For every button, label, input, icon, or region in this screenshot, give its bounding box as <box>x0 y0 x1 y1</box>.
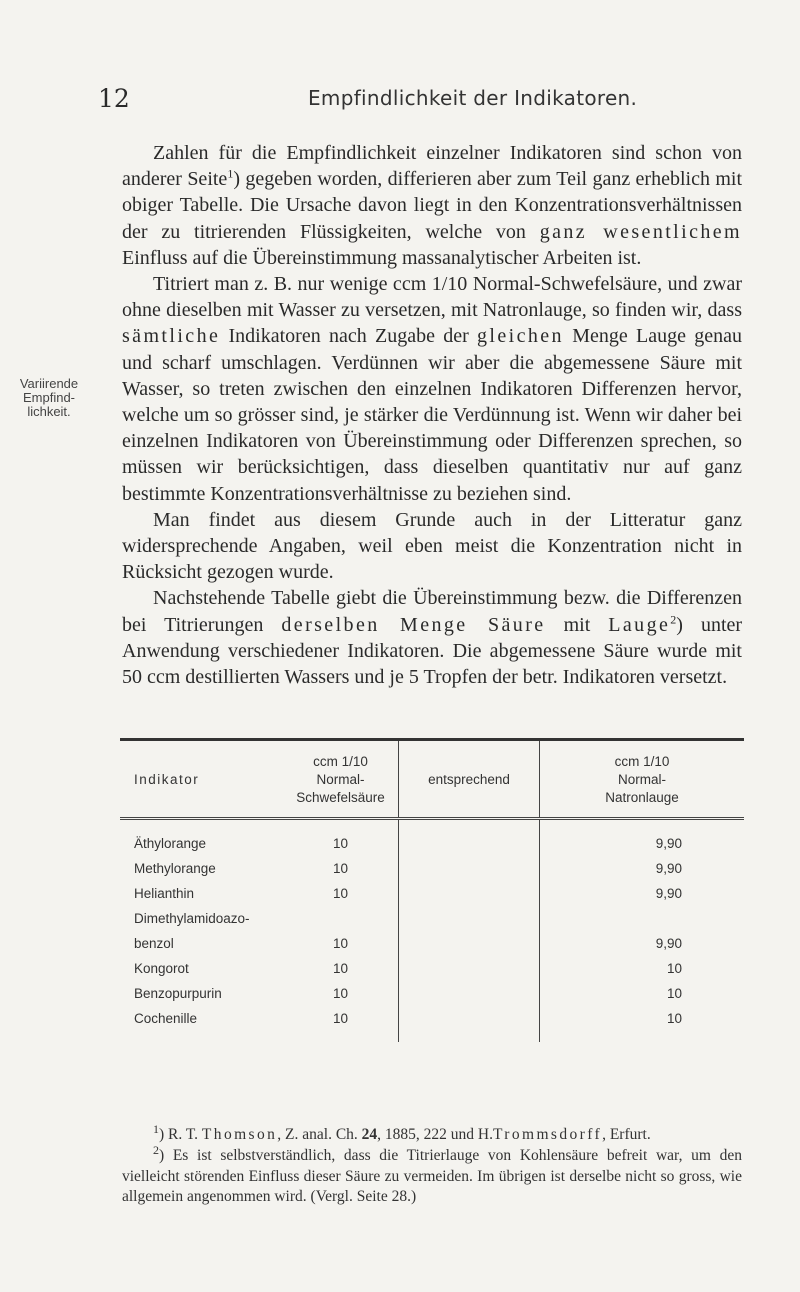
marginal-note-line: Empfind- <box>22 390 76 405</box>
table-row: Cochenille 10 10 <box>120 1006 744 1042</box>
table-row: Helianthin 10 9,90 <box>120 881 744 906</box>
running-title: Empfindlichkeit der Indikatoren. <box>308 86 638 110</box>
table-row: Äthylorange 10 9,90 <box>120 819 744 857</box>
table-row: benzol 10 9,90 <box>120 931 744 956</box>
table-header-row <box>120 741 744 819</box>
paragraph-1: Zahlen für die Empfindlichkeit einzelner Indikatoren sind schon von anderer Seite$^1$) gegeben worden, differieren aber zum Teil ganz erheblich mit obiger Tabelle. Die Ursache davon liegt in den Konzentrationsverhältnissen der zu titrierenden Flüssigkeiten, welche von ganz wesentlichem Einfluss auf die Übereinstimmung massanalytischer Arbeiten ist. <box>122 142 742 269</box>
indicator-table <box>120 738 744 1042</box>
page-number: 12 <box>98 84 130 113</box>
table-row: Dimethylamidoazo- <box>120 906 744 931</box>
body-text <box>122 140 742 690</box>
page-header <box>0 84 800 114</box>
paragraph-4: Nachstehende Tabelle giebt die Übereinstimmung bezw. die Differenzen bei Titrierungen derselben Menge Säure mit Lauge$^2$) unter Anwendung verschiedener Indikatoren. Die abgemessene Säure wurde mit 50 ccm destillierten Wassers und je 5 Tropfen der betr. Indikatoren versetzt. <box>122 587 743 689</box>
table-row: Kongorot 10 10 <box>120 956 744 981</box>
marginal-note-line: lichkeit. <box>27 404 71 419</box>
header-indikator: Indikator <box>120 741 283 819</box>
marginal-note-line: Variirende <box>19 376 79 391</box>
footnote-1: $^1$) R. T. Thomson, Z. anal. Ch. 24, 1885, 222 und H.Trommsdorff, Erfurt. <box>153 1121 651 1143</box>
marginal-note <box>7 377 91 419</box>
table-row: Benzopurpurin 10 10 <box>120 981 744 1006</box>
header-base: ccm 1/10 Normal- Natronlauge <box>540 741 745 819</box>
header-entsprechend: entsprechend <box>399 741 540 819</box>
paragraph-3: Man findet aus diesem Grunde auch in der Litteratur ganz widersprechende Angaben, weil eben meist die Konzentration nicht in Rücksicht gezogen wurde. <box>122 508 742 584</box>
table-row: Methylorange 10 9,90 <box>120 856 744 881</box>
footnote-2: $^2$) Es ist selbstverständlich, dass die Titrierlauge von Kohlensäure befreit war, um den vielleicht störenden Einfluss dieser Säure zu vermeiden. Im übrigen ist derselbe nicht so gross, wie allgemein angenommen wird. (Vergl. Seite 28.) <box>122 1142 742 1206</box>
header-acid: ccm 1/10 Normal- Schwefelsäure <box>283 741 399 819</box>
footnotes <box>122 1121 742 1208</box>
paragraph-2: Titriert man z. B. nur wenige ccm 1/10 Normal-Schwefelsäure, und zwar ohne dieselben mit Wasser zu versetzen, mit Natronlauge, so finden wir, dass sämtliche Indikatoren nach Zugabe der gleichen Menge Lauge genau und scharf umschlagen. Verdünnen wir aber die abgemessene Säure mit Wasser, so treten zwischen den einzelnen Indikatoren Differenzen hervor, welche um so grösser sind, je stärker die Verdünnung ist. Wenn wir daher bei einzelnen Indikatoren von Übereinstimmung oder Differenzen sprechen, so müssen wir berücksichtigen, dass dieselben quantitativ nur auf ganz bestimmte Konzentrationsverhältnisse zu beziehen sind. <box>122 273 743 505</box>
